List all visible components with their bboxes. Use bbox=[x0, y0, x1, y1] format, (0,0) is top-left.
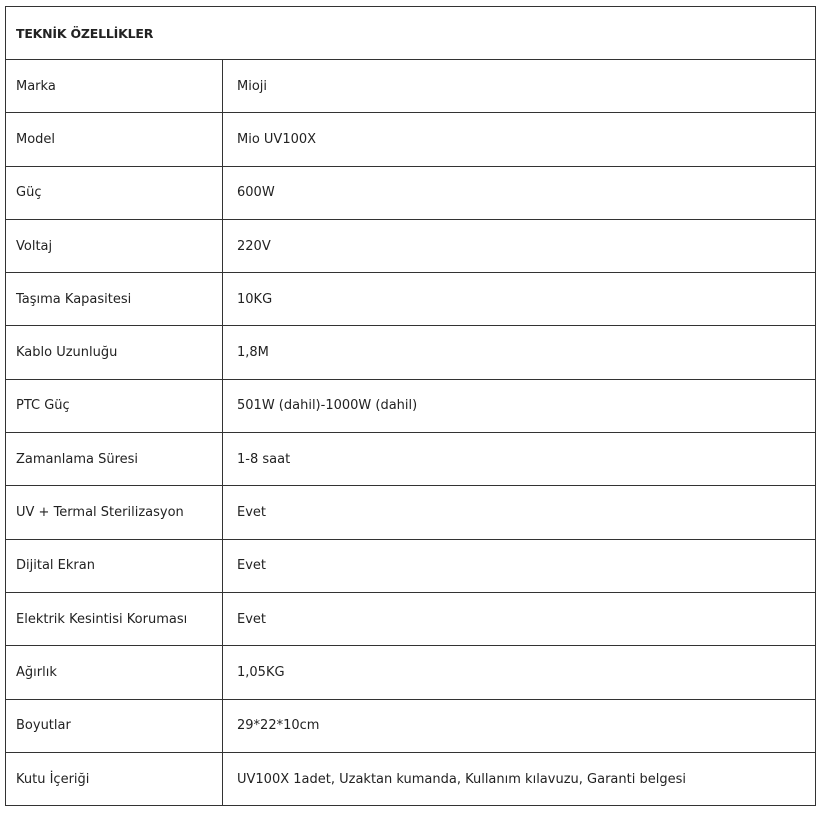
table-row bbox=[6, 752, 816, 805]
spec-label: Dijital Ekran bbox=[6, 539, 223, 592]
spec-value: Mioji bbox=[223, 60, 816, 113]
spec-label: Kablo Uzunluğu bbox=[6, 326, 223, 379]
spec-label: Voltaj bbox=[6, 219, 223, 272]
table-title: TEKNİK ÖZELLİKLER bbox=[6, 7, 816, 60]
spec-value: UV100X 1adet, Uzaktan kumanda, Kullanım kılavuzu, Garanti belgesi bbox=[223, 752, 816, 805]
table-row bbox=[6, 273, 816, 326]
spec-table bbox=[5, 6, 816, 806]
spec-label: Elektrik Kesintisi Koruması bbox=[6, 592, 223, 645]
spec-value: 220V bbox=[223, 219, 816, 272]
spec-label: UV + Termal Sterilizasyon bbox=[6, 486, 223, 539]
spec-value: Evet bbox=[223, 592, 816, 645]
table-row bbox=[6, 166, 816, 219]
spec-label: Kutu İçeriği bbox=[6, 752, 223, 805]
spec-value: Evet bbox=[223, 486, 816, 539]
spec-label: Taşıma Kapasitesi bbox=[6, 273, 223, 326]
spec-label: Zamanlama Süresi bbox=[6, 433, 223, 486]
table-header-row bbox=[6, 7, 816, 60]
spec-label: Boyutlar bbox=[6, 699, 223, 752]
table-row bbox=[6, 113, 816, 166]
spec-label: PTC Güç bbox=[6, 379, 223, 432]
spec-label: Marka bbox=[6, 60, 223, 113]
table-row bbox=[6, 592, 816, 645]
table-row bbox=[6, 539, 816, 592]
table-row bbox=[6, 60, 816, 113]
spec-label: Güç bbox=[6, 166, 223, 219]
spec-value: 1,8M bbox=[223, 326, 816, 379]
table-row bbox=[6, 646, 816, 699]
table-row bbox=[6, 486, 816, 539]
spec-value: 1,05KG bbox=[223, 646, 816, 699]
spec-value: Evet bbox=[223, 539, 816, 592]
spec-value: 1-8 saat bbox=[223, 433, 816, 486]
table-row bbox=[6, 326, 816, 379]
spec-label: Model bbox=[6, 113, 223, 166]
table-row bbox=[6, 379, 816, 432]
spec-value: 29*22*10cm bbox=[223, 699, 816, 752]
spec-value: 10KG bbox=[223, 273, 816, 326]
spec-value: 600W bbox=[223, 166, 816, 219]
table-row bbox=[6, 433, 816, 486]
spec-value: Mio UV100X bbox=[223, 113, 816, 166]
table-row bbox=[6, 699, 816, 752]
spec-value: 501W (dahil)-1000W (dahil) bbox=[223, 379, 816, 432]
table-row bbox=[6, 219, 816, 272]
spec-label: Ağırlık bbox=[6, 646, 223, 699]
